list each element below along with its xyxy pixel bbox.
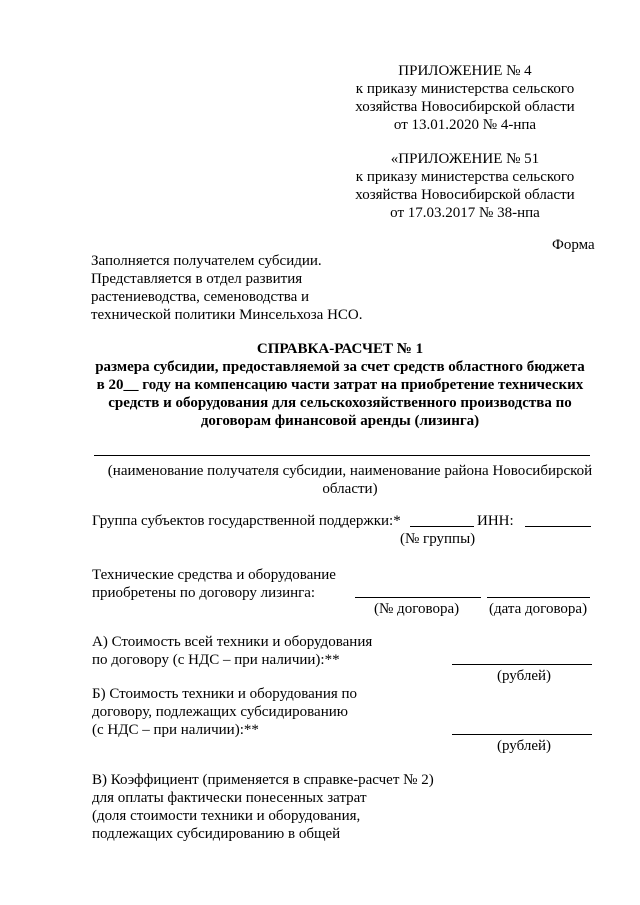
appendix-51-line-3: от 17.03.2017 № 38-нпа: [390, 205, 540, 221]
item-b-unit: (рублей): [497, 738, 552, 754]
item-b-amount-field[interactable]: [452, 734, 592, 735]
item-a-amount-field[interactable]: [452, 664, 592, 665]
item-b-line-1: Б) Стоимость техники и оборудования по: [92, 686, 358, 702]
item-c-line-1: В) Коэффициент (применяется в справке-расчет № 2): [92, 772, 434, 788]
heading-title: СПРАВКА-РАСЧЕТ № 1: [256, 341, 424, 357]
note-line-4: технической политики Минсельхоза НСО.: [91, 307, 363, 323]
appendix-4-block: [350, 62, 580, 134]
appendix-4-line-2: хозяйства Новосибирской области: [355, 99, 575, 115]
group-number-caption: (№ группы): [400, 531, 476, 547]
item-a-unit: (рублей): [497, 668, 552, 684]
contract-number-field[interactable]: [355, 597, 481, 598]
note-line-3: растениеводства, семеноводства и: [91, 289, 310, 305]
item-b-line-3: (с НДС – при наличии):**: [92, 722, 259, 738]
document-heading: [60, 340, 620, 430]
contract-date-field[interactable]: [487, 597, 590, 598]
appendix-4-line-1: к приказу министерства сельского: [355, 81, 575, 97]
appendix-51-line-2: хозяйства Новосибирской области: [355, 187, 575, 203]
lease-label-line-2: приобретены по договору лизинга:: [92, 585, 316, 601]
recipient-caption: [80, 462, 620, 498]
recipient-name-field[interactable]: [94, 455, 590, 456]
item-c-line-2: для оплаты фактически понесенных затрат: [92, 790, 367, 806]
heading-line-2: в 20__ году на компенсацию части затрат на приобретение технических: [96, 377, 584, 393]
contract-date-caption: (дата договора): [489, 601, 588, 617]
item-c-line-3: (доля стоимости техники и оборудования,: [92, 808, 361, 824]
heading-line-1: размера субсидии, предоставляемой за счет средств областного бюджета: [95, 359, 585, 375]
lease-label: [92, 566, 336, 602]
recipient-caption-line-2: области): [322, 481, 378, 497]
recipient-caption-line-1: (наименование получателя субсидии, наименование района Новосибирской: [107, 463, 593, 479]
appendix-4-title: ПРИЛОЖЕНИЕ № 4: [398, 63, 532, 79]
appendix-51-block: [350, 150, 580, 222]
form-label: Форма: [552, 237, 595, 253]
lease-label-line-1: Технические средства и оборудование: [92, 567, 336, 583]
inn-label: ИНН:: [477, 513, 514, 529]
appendix-51-title: «ПРИЛОЖЕНИЕ № 51: [390, 151, 540, 167]
item-a-line-2: по договору (с НДС – при наличии):**: [92, 652, 340, 668]
group-number-field[interactable]: [410, 526, 474, 527]
item-b-label: [92, 685, 357, 739]
heading-line-3: средств и оборудования для сельскохозяйственного производства по: [108, 395, 572, 411]
item-a-line-1: А) Стоимость всей техники и оборудования: [92, 634, 373, 650]
appendix-4-line-3: от 13.01.2020 № 4-нпа: [393, 117, 537, 133]
group-label: Группа субъектов государственной поддержки:*: [92, 513, 401, 529]
heading-line-4: договорам финансовой аренды (лизинга): [200, 413, 480, 429]
item-b-line-2: договору, подлежащих субсидированию: [92, 704, 348, 720]
submission-note: [91, 252, 363, 324]
note-line-1: Заполняется получателем субсидии.: [91, 253, 322, 269]
item-a-label: [92, 633, 372, 669]
item-c-line-4: подлежащих субсидированию в общей: [92, 826, 341, 842]
contract-number-caption: (№ договора): [374, 601, 460, 617]
note-line-2: Представляется в отдел развития: [91, 271, 303, 287]
inn-field[interactable]: [525, 526, 591, 527]
item-c-label: [92, 771, 434, 843]
appendix-51-line-1: к приказу министерства сельского: [355, 169, 575, 185]
